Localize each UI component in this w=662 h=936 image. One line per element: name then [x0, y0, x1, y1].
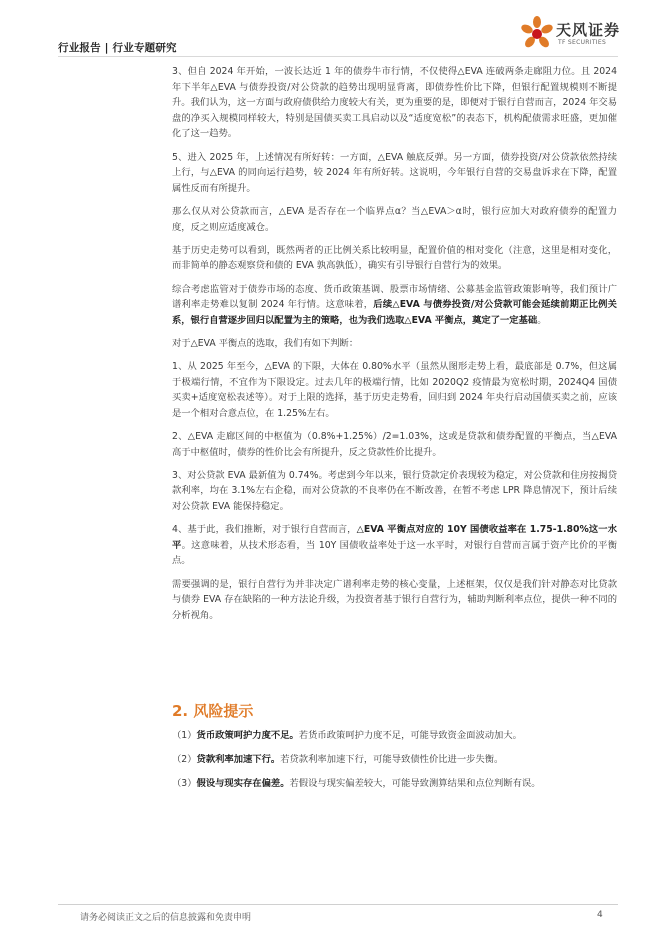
- text-run: （2）: [172, 754, 197, 766]
- emphasis-text: 假设与现实存在偏差。: [196, 778, 290, 790]
- text-run: （3）: [172, 778, 197, 790]
- text-run: 若货币政策呵护力度不足，可能导致资金面波动加大。: [298, 730, 522, 741]
- body-text: [172, 64, 617, 631]
- paragraph: [172, 359, 617, 421]
- logo-text-cn: 天风证券: [556, 21, 621, 39]
- text-run: 。这意味着，从技术形态看，当 10Y 国债收益率处于这一水平时，对银行自营而言属于资产比价的平衡点。: [172, 539, 617, 567]
- emphasis-text: 后续△EVA 与债券投资/对公贷款可能会延续前期正比例关系，银行自营逐步回归以配置为主的策略，也为我们选取△EVA 平衡点，奠定了一定基础: [172, 299, 617, 326]
- text-run: 综合考虑监管对于债券市场的态度、货币政策基调、股票市场情绪、公募基金监管政策影响等，我们预计广谱利率走势难以复制 2024 年行情。这意味着，: [172, 283, 617, 311]
- risk-item: [172, 776, 617, 792]
- report-category: 行业报告 | 行业专题研究: [58, 42, 177, 54]
- paragraph: [172, 468, 617, 515]
- text-run: 3、但自 2024 年开始，一波长达近 1 年的债券牛市行情，不仅使得△EVA 连破两条走廊阻力位。且 2024 年下半年△EVA 与债券投资/对公贷款的趋势出现明显背离，即债券性价比下降，但银行配置规模则不断提升。我们认为，这一方面与政府债供给力度较大有关，更为重要的是，即便对于银行自营而言，2024 年交易盘的净买入规模同样较大，特别是国债买卖工具启动以及“适度宽松”的表态下，机构配债需求旺盛，更加催化了这一趋势。: [172, 66, 617, 140]
- header-divider: [58, 56, 618, 57]
- paragraph: [172, 336, 617, 352]
- text-run: 若贷款利率加速下行，可能导致债性价比进一步失衡。: [280, 754, 504, 766]
- paragraph: [172, 577, 617, 624]
- paragraph: [172, 522, 617, 569]
- paragraph: [172, 282, 617, 329]
- paragraph: [172, 429, 617, 460]
- section-title-risk: 2. 风险提示: [172, 702, 254, 720]
- paragraph: [172, 64, 617, 142]
- page-header: [0, 0, 662, 62]
- risk-item: [172, 752, 617, 768]
- flower-logo-icon: [519, 15, 555, 53]
- text-run: 基于历史走势可以看到，既然两者的正比例关系比较明显，配置价值的相对变化（注意，这里是相对变化，而非简单的静态观察贷和债的 EVA 孰高孰低），确实有引导银行自营行为的效果。: [172, 244, 617, 272]
- paragraph: [172, 243, 617, 274]
- emphasis-text: △EVA 平衡点对应的 10Y 国债收益率在 1.75-1.80%这一水平: [172, 524, 617, 551]
- brand-logo: [519, 15, 639, 55]
- text-run: 2、△EVA 走廊区间的中枢值为（0.8%+1.25%）/2=1.03%，这或是贷款和债券配置的平衡点，当△EVA 高于中枢值时，债券的性价比会有所提升，反之贷款性价比提升。: [172, 431, 617, 458]
- text-run: 5、进入 2025 年，上述情况有所好转：一方面，△EVA 触底反弹。另一方面，债券投资/对公贷款依然持续上行，与△EVA 的同向运行趋势，较 2024 年有所好转。这说明，今年银行自营的交易盘诉求在下降，配置属性反而有所提升。: [172, 151, 617, 194]
- logo-text-en: TF SECURITIES: [558, 39, 607, 46]
- disclaimer-note: 请务必阅读正文之后的信息披露和免责申明: [80, 913, 252, 923]
- emphasis-text: 贷款利率加速下行。: [196, 754, 281, 766]
- risk-item: [172, 728, 617, 744]
- text-run: 若假设与现实偏差较大，可能导致测算结果和点位判断有误。: [289, 778, 541, 790]
- text-run: 。: [537, 314, 547, 326]
- text-run: 3、对公贷款 EVA 最新值为 0.74%。考虑到今年以来，银行贷款定价表现较为稳定，对公贷款和住房按揭贷款利率，均在 3.1%左右企稳，而对公贷款的不良率仍在不断改善，在暂不考虑 LPR 降息情况下，预计后续对公贷款 EVA 能保持稳定。: [172, 469, 617, 512]
- text-run: 1、从 2025 年至今，△EVA 的下限，大体在 0.80%水平（虽然从图形走势上看，最底部是 0.7%，但这属于极端行情，不宜作为下限设定。过去几年的极端行情，比如 2020Q2 疫情最为宽松时期，2024Q4 国债买卖+适度宽松表述等）。对于上限的选择，基于历史走势看，回归到 2024 年央行启动国债买卖之前，应该是一个相对合意点位，在 1.25%左右。: [172, 361, 617, 419]
- page-number: 4: [597, 910, 603, 920]
- paragraph: [172, 150, 617, 197]
- emphasis-text: 货币政策呵护力度不足。: [196, 730, 299, 741]
- text-run: 4、基于此，我们推断，对于银行自营而言，: [172, 524, 357, 536]
- text-run: 对于△EVA 平衡点的选取，我们有如下判断：: [172, 337, 359, 349]
- risk-list: [172, 728, 617, 801]
- paragraph: [172, 204, 617, 235]
- footer-divider: [58, 904, 618, 905]
- text-run: （1）: [172, 730, 197, 741]
- text-run: 那么仅从对公贷款而言，△EVA 是否存在一个临界点α？当△EVA＞α时，银行应加大对政府债券的配置力度，反之则应适度减仓。: [172, 205, 617, 233]
- text-run: 需要强调的是，银行自营行为并非决定广谱利率走势的核心变量，上述框架，仅仅是我们针对静态对比贷款与债券 EVA 存在缺陷的一种方法论升级，为投资者基于银行自营行为，辅助判断利率点位，提供一种不同的分析视角。: [172, 578, 617, 621]
